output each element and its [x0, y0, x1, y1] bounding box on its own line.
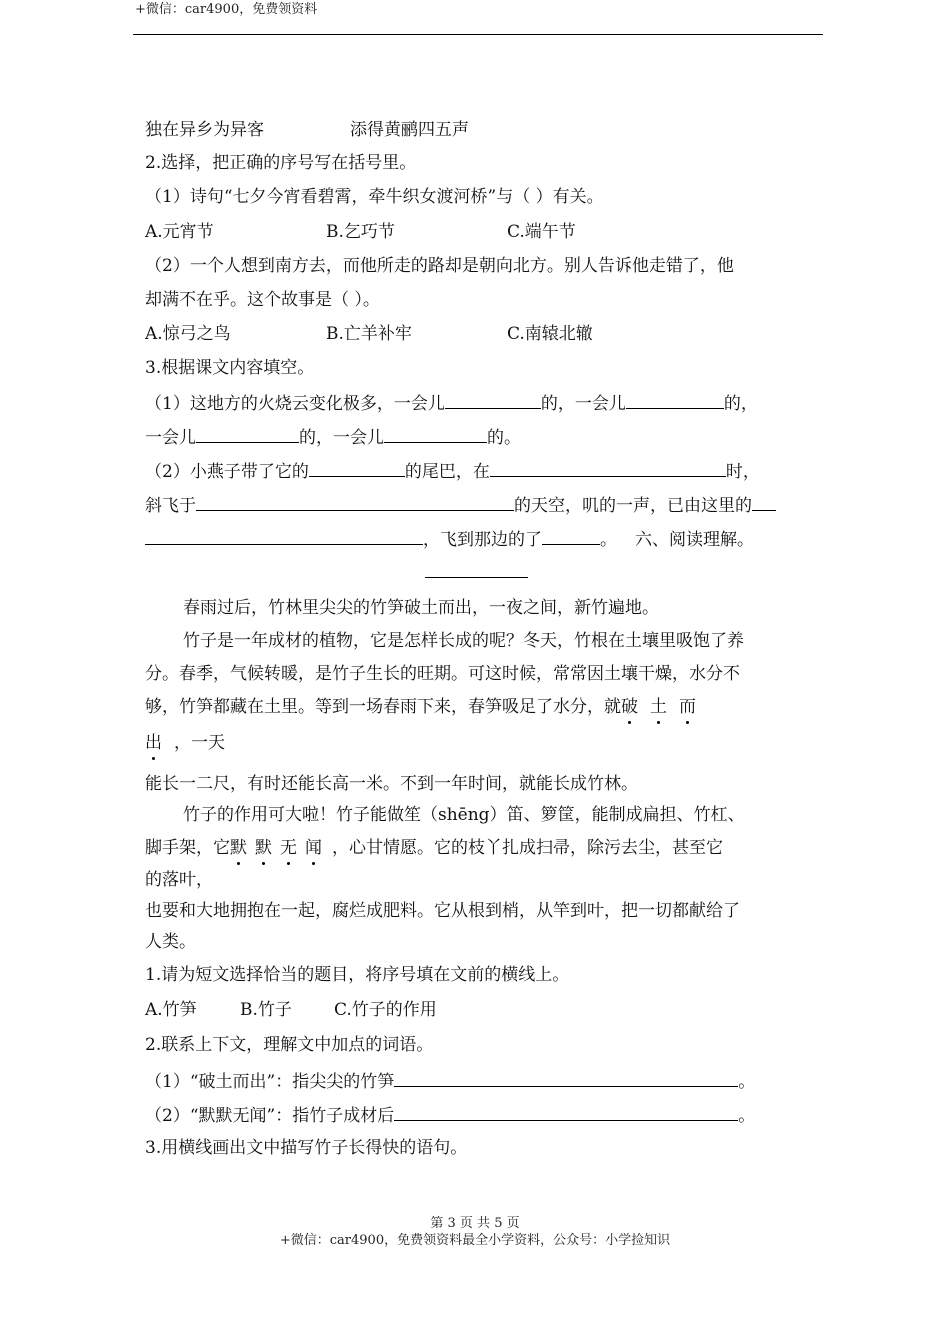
- passage-p1: 春雨过后，竹林里尖尖的竹笋破土而出，一夜之间，新竹遍地。: [183, 598, 659, 618]
- option-a: A.惊弓之鸟: [145, 324, 231, 344]
- title-blank-line[interactable]: [425, 577, 528, 578]
- q3-text: 。: [600, 530, 617, 550]
- blank[interactable]: [196, 424, 299, 443]
- q2-part2-line1: （2）一个人想到南方去，而他所走的路却是朝向北方。别人告诉他走错了，他: [145, 256, 734, 276]
- page-number: 第 3 页 共 5 页: [430, 1216, 520, 1231]
- rq-text: 。: [738, 1072, 756, 1092]
- q3-text: 时，: [725, 462, 760, 482]
- option-b: B.亡羊补牢: [326, 324, 412, 344]
- q3-text: （1）这地方的火烧云变化极多，一会儿: [145, 394, 445, 414]
- passage-p3-l1: 竹子的作用可大啦！竹子能做笙（shēng）笛、箩筐，能制成扁担、竹杠、: [183, 805, 745, 825]
- dotted-char: 土: [650, 697, 667, 717]
- q3-text: 的，一会儿: [540, 394, 626, 414]
- rq-3: 3.用横线画出文中描写竹子长得快的语句。: [145, 1138, 468, 1158]
- blank[interactable]: [445, 390, 541, 409]
- q3-text: 的，: [723, 394, 758, 414]
- dotted-char: 而: [679, 697, 696, 717]
- section-six-title: 六、阅读理解。: [635, 530, 754, 550]
- dotted-char: 默: [230, 838, 247, 858]
- passage-text: 够，竹笋都藏在土里。等到一场春雨下来，春笋吸足了水分，就: [145, 697, 621, 717]
- rq-text: （1）“破土而出”：指尖尖的竹笋: [145, 1072, 395, 1092]
- dotted-char: 无: [280, 838, 297, 858]
- dotted-char: 出: [145, 733, 162, 753]
- passage-p2-l4: [145, 731, 225, 755]
- dotted-char: 破: [621, 697, 638, 717]
- header-note: +微信：car4900，免费领资料: [135, 2, 318, 17]
- q3-text: 的天空，叽的一声，已由这里的: [514, 496, 752, 516]
- answer-blank[interactable]: [394, 1068, 738, 1087]
- q3-text: ，飞到那边的了: [423, 530, 542, 550]
- option-c: C.端午节: [507, 222, 576, 242]
- q3-title: 3.根据课文内容填空。: [145, 358, 315, 378]
- option-a: A.竹笋: [145, 1000, 197, 1020]
- q3-text: （2）小燕子带了它的: [145, 462, 309, 482]
- q3-line2: [145, 424, 521, 450]
- blank[interactable]: [542, 526, 600, 545]
- rq-2-2: [145, 1102, 755, 1128]
- rq-text: （2）“默默无闻”：指竹子成材后: [145, 1106, 395, 1126]
- header-rule: [133, 34, 823, 35]
- q3-text: 的。: [487, 428, 521, 448]
- option-b: B.乞巧节: [326, 222, 395, 242]
- rq-text: 。: [738, 1106, 756, 1126]
- passage-p2-l1: 竹子是一年成材的植物，它是怎样长成的呢？冬天，竹根在土壤里吸饱了养: [183, 631, 744, 651]
- q3-line4: [145, 492, 776, 518]
- passage-p3-l4: 也要和大地拥抱在一起，腐烂成肥料。它从根到梢，从竿到叶，把一切都献给了: [145, 901, 740, 921]
- blank[interactable]: [626, 390, 724, 409]
- q3-text: 的尾巴，在: [404, 462, 490, 482]
- blank[interactable]: [196, 492, 514, 511]
- poem-left: 独在异乡为异客: [145, 120, 264, 140]
- poem-right: 添得黄鹂四五声: [350, 120, 469, 140]
- option-c: C.竹子的作用: [334, 1000, 437, 1020]
- passage-p2-l2: 分。春季，气候转暖，是竹子生长的旺期。可这时候，常常因土壤干燥，水分不: [145, 664, 740, 684]
- q3-text: 斜飞于: [145, 496, 196, 516]
- passage-p3-l5: 人类。: [145, 932, 196, 952]
- option-c: C.南辕北辙: [507, 324, 593, 344]
- passage-p2-l3: [145, 695, 696, 719]
- option-b: B.竹子: [240, 1000, 292, 1020]
- passage-p2-l5: 能长一二尺，有时还能长高一米。不到一年时间，就能长成竹林。: [145, 774, 638, 794]
- footer-note: +微信：car4900，免费领资料最全小学资料，公众号：小学捡知识: [279, 1233, 671, 1248]
- blank[interactable]: [145, 526, 423, 545]
- passage-text: 脚手架，它: [145, 838, 230, 858]
- q2-title: 2.选择，把正确的序号写在括号里。: [145, 153, 417, 173]
- rq-1: 1.请为短文选择恰当的题目，将序号填在文前的横线上。: [145, 965, 570, 985]
- q3-line5: [145, 526, 754, 552]
- q2-part2-line2: 却满不在乎。这个故事是（ ）。: [145, 290, 380, 310]
- dotted-char: 默: [255, 838, 272, 858]
- passage-text: ，心甘情愿。它的枝丫扎成扫帚，除污去尘，甚至它: [332, 838, 723, 858]
- blank[interactable]: [309, 458, 405, 477]
- option-a: A.元宵节: [145, 222, 214, 242]
- passage-p3-l3: 的落叶，: [145, 870, 213, 890]
- q3-line3: [145, 458, 760, 484]
- rq-2-1: [145, 1068, 755, 1094]
- answer-blank[interactable]: [394, 1102, 738, 1121]
- poem-line: [145, 118, 469, 142]
- q3-text: 的，一会儿: [299, 428, 384, 448]
- q2-part1: （1）诗句“七夕今宵看碧霄，牵牛织女渡河桥”与（ ）有关。: [145, 187, 604, 207]
- q3-line1: [145, 390, 758, 416]
- dotted-char: 闻: [305, 838, 322, 858]
- passage-p3-l2: [145, 836, 723, 860]
- rq-2: 2.联系上下文，理解文中加点的词语。: [145, 1035, 434, 1055]
- passage-text: ，一天: [174, 733, 225, 753]
- blank[interactable]: [752, 492, 776, 511]
- blank[interactable]: [384, 424, 487, 443]
- q3-text: 一会儿: [145, 428, 196, 448]
- blank[interactable]: [490, 458, 726, 477]
